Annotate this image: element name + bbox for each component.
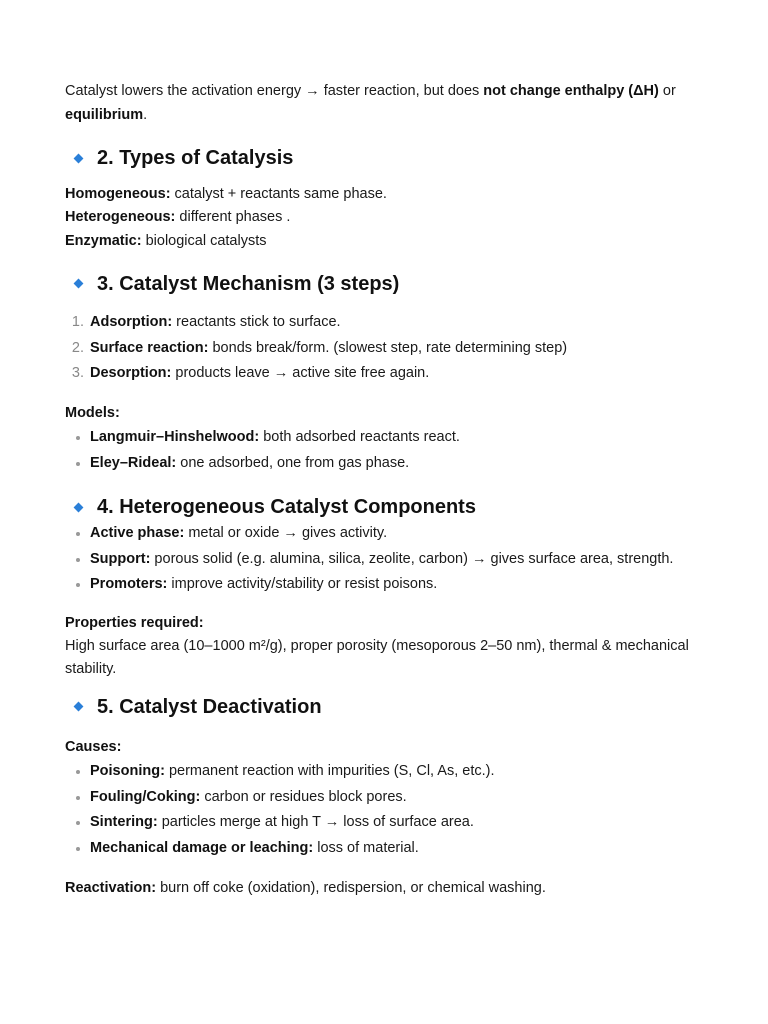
components-list xyxy=(65,521,715,598)
component-text: porous solid (e.g. alumina, silica, zeolite, carbon) → gives surface area, strength. xyxy=(150,550,674,567)
mechanism-steps-list xyxy=(65,310,715,387)
bullet-dot-icon xyxy=(76,583,80,587)
list-item xyxy=(65,759,715,785)
bullet-dot-icon xyxy=(76,770,80,774)
step-number: 2. xyxy=(71,339,84,356)
cause-label: Sintering: xyxy=(90,814,158,831)
model-label: Eley–Rideal: xyxy=(90,454,177,471)
step-label: Desorption: xyxy=(90,365,172,382)
step-text: bonds break/form. (slowest step, rate determining step) xyxy=(208,339,568,356)
section-heading-text: 3. Catalyst Mechanism (3 steps) xyxy=(97,272,400,295)
step-label: Adsorption: xyxy=(90,313,173,330)
intro-period: . xyxy=(143,107,148,123)
type-item xyxy=(65,230,715,253)
cause-text: loss of material. xyxy=(313,839,419,856)
intro-bold-enthalpy: not change enthalpy (ΔH) xyxy=(483,83,659,99)
type-text: biological catalysts xyxy=(141,232,267,249)
component-label: Active phase: xyxy=(90,525,185,542)
step-label: Surface reaction: xyxy=(90,339,209,356)
document-body xyxy=(65,79,715,900)
list-item xyxy=(65,836,715,862)
diamond-bullet-icon xyxy=(74,702,84,712)
component-text: metal or oxide → gives activity. xyxy=(184,525,388,542)
cause-text: carbon or residues block pores. xyxy=(200,788,407,805)
type-label: Heterogeneous: xyxy=(65,209,176,226)
type-item xyxy=(65,183,715,206)
cause-text: particles merge at high T → loss of surface area. xyxy=(157,814,474,831)
type-item xyxy=(65,206,715,229)
reactivation-text: burn off coke (oxidation), redispersion, or chemical washing. xyxy=(156,880,546,897)
bullet-dot-icon xyxy=(76,796,80,800)
cause-label: Mechanical damage or leaching: xyxy=(90,839,314,856)
list-item xyxy=(65,451,715,477)
list-item xyxy=(65,425,715,451)
diamond-bullet-icon xyxy=(74,279,84,289)
properties-label: Properties required: xyxy=(65,614,204,631)
diamond-bullet-icon xyxy=(74,153,84,163)
section-heading-text: 5. Catalyst Deactivation xyxy=(97,695,322,718)
section-heading-text: 4. Heterogeneous Catalyst Components xyxy=(97,496,476,519)
type-text: catalyst + reactants same phase. xyxy=(170,186,387,202)
properties-paragraph xyxy=(65,612,715,681)
reactivation-label: Reactivation: xyxy=(65,880,157,897)
list-item xyxy=(65,310,715,336)
reactivation-paragraph xyxy=(65,876,715,900)
type-text: different phases . xyxy=(175,209,291,226)
list-item xyxy=(65,572,715,598)
models-list xyxy=(65,425,715,476)
list-item xyxy=(65,361,715,387)
component-label: Promoters: xyxy=(90,576,168,593)
bullet-dot-icon xyxy=(76,821,80,825)
model-text: one adsorbed, one from gas phase. xyxy=(176,454,410,471)
component-text: improve activity/stability or resist poisons. xyxy=(167,576,438,593)
section-heading-types xyxy=(65,144,715,172)
section-heading-deactivation xyxy=(65,693,715,721)
list-item xyxy=(65,785,715,811)
step-number: 1. xyxy=(71,313,84,330)
intro-bold-equilibrium: equilibrium xyxy=(65,107,144,123)
section-heading-text: 2. Types of Catalysis xyxy=(97,147,294,169)
type-label: Enzymatic: xyxy=(65,232,142,249)
model-label: Langmuir–Hinshelwood: xyxy=(90,429,260,445)
types-list xyxy=(65,183,715,253)
list-item xyxy=(65,521,715,547)
step-text: products leave → active site free again. xyxy=(171,365,430,382)
list-item xyxy=(65,810,715,836)
causes-label: Causes: xyxy=(65,738,122,755)
diamond-bullet-icon xyxy=(74,502,84,512)
bullet-dot-icon xyxy=(76,558,80,562)
cause-label: Poisoning: xyxy=(90,762,165,779)
bullet-dot-icon xyxy=(76,462,80,466)
cause-label: Fouling/Coking: xyxy=(90,788,201,805)
section-heading-components xyxy=(65,493,715,521)
model-text: both adsorbed reactants react. xyxy=(259,429,460,445)
type-label: Homogeneous: xyxy=(65,186,171,202)
bullet-dot-icon xyxy=(76,532,80,536)
bullet-dot-icon xyxy=(76,847,80,851)
intro-text: Catalyst lowers the activation energy → faster reaction, but does xyxy=(65,83,484,99)
section-heading-mechanism xyxy=(65,270,715,298)
cause-text: permanent reaction with impurities (S, Cl, As, etc.). xyxy=(164,762,495,779)
list-item xyxy=(65,336,715,362)
step-number: 3. xyxy=(71,365,84,382)
component-label: Support: xyxy=(90,550,151,567)
intro-text-or: or xyxy=(658,83,676,99)
properties-text: High surface area (10–1000 m²/g), proper porosity (mesoporous 2–50 nm), thermal & mechanical stability. xyxy=(65,637,689,677)
models-label: Models: xyxy=(65,405,120,421)
causes-list xyxy=(65,759,715,861)
bullet-dot-icon xyxy=(76,436,80,440)
intro-paragraph xyxy=(65,79,715,127)
step-text: reactants stick to surface. xyxy=(172,313,341,330)
list-item xyxy=(65,547,715,573)
